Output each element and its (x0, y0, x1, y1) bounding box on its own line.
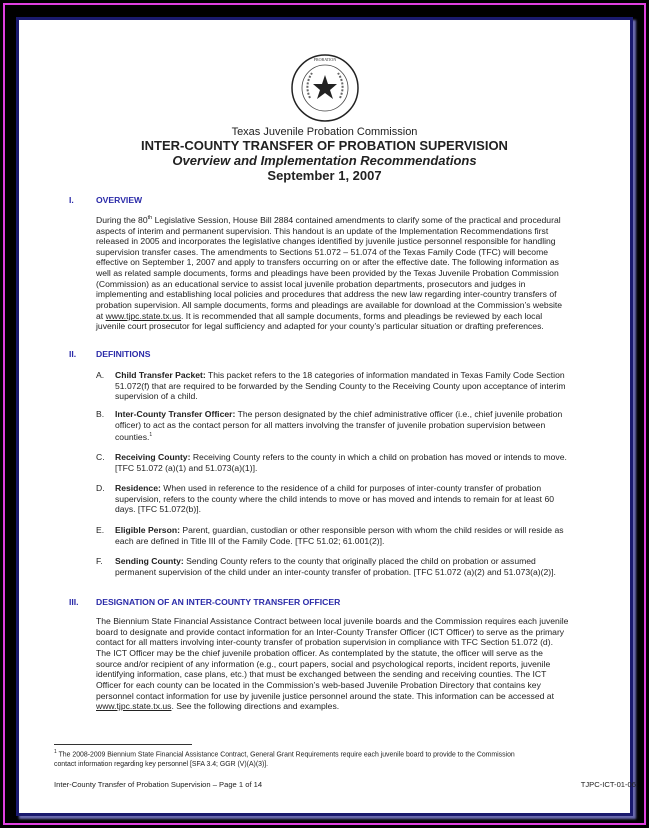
definition-letter: A. (96, 370, 105, 380)
definition-letter: E. (96, 525, 105, 535)
definition-item: B. Inter-County Transfer Officer: The person designated by the chief administrative officer (i.e., chief juvenile probation officer) to act as the contact person for all matters involving the transfer of juvenile probation supervision between counties.$^1$ (96, 409, 563, 443)
definition-term: Sending County: (115, 556, 184, 566)
overview-paragraph: During the 80th Legislative Session, House Bill 2884 contained amendments to clarify some of the practical and procedural aspects of interim and permanent supervision. This handout is an update of the Implementation Recommendations first released in 2005 and incorporates the legislative changes identified by juvenile justice personnel responsible for handling supervision transfer cases. The amendments to Sections 51.072 – 51.074 of the Texas Family Code (TFC) will become effective on September 1, 2007 and apply to transfers occurring on or after the effective date. The following information as well as related sample documents, forms and pleadings have been provided by the Texas Juvenile Probation Commission (Commission) as an educational service to assist local juvenile probation departments, prosecutors and judges in implementing and establishing local policies and procedures that address the new law regarding inter-country transfers of probation supervision. All sample documents, forms and pleadings are available for download at the Commission’s website at www.tjpc.state.tx.us. It is recommended that all sample documents, forms and pleadings be reviewed by each local juvenile court prosecutor for legal sufficiency and adapted for your county’s particular situation or drafting preferences. (96, 214, 563, 332)
section-number: III. (69, 597, 79, 607)
definition-term: Receiving County: (115, 452, 191, 462)
designation-paragraph: The Biennium State Financial Assistance Contract between local juvenile boards and the Commission requires each juvenile board to designate and provide contact information for an Inter-County Transfer Officer (ICT Officer) to serve as the primary contact for all matters involving inter-county transfer of probation supervision in compliance with TFC Section 51.072 (d). The ICT Officer may be the chief juvenile probation officer. As contemplated by the statute, the officer will serve as the source and/or recipient of any information (e.g., court papers, social and psychological reports, incident reports, juvenile identifying information, case plans, etc.) that must be exchanged between the sending and receiving counties. The ICT Officer for each county can be located in the Commission’s web-based Juvenile Probation Directory that contains key personnel contact information for use by juvenile justice personnel around the state. This information can be accessed at www.tjpc.state.tx.us. See the following directions and examples. (96, 616, 569, 712)
section-heading-overview: OVERVIEW (96, 195, 143, 205)
definition-term: Inter-County Transfer Officer: (115, 409, 236, 419)
section-number: II. (69, 349, 77, 359)
definition-item: A. Child Transfer Packet: This packet refers to the 18 categories of information mandated in Texas Family Code Section 51.072(f) that are required to be forwarded by the Sending County to the Receiving County upon acceptance of interim supervision of a child. (96, 370, 566, 402)
footer-doc-id: TJPC-ICT-01-06 (580, 780, 636, 789)
footnote-divider (54, 744, 192, 745)
svg-text:PROBATION: PROBATION (313, 57, 337, 62)
section-number: I. (69, 195, 74, 205)
definition-letter: F. (96, 556, 103, 566)
section-heading-definitions: DEFINITIONS (96, 349, 151, 359)
definition-item: E. Eligible Person: Parent, guardian, custodian or other responsible person with whom the child resides or will reside as each are defined in Title III of the Family Code. [TFC 51.02; 61.001(2)]. (96, 525, 564, 546)
website-link[interactable]: www.tjpc.state.tx.us (105, 310, 182, 321)
document-title: INTER-COUNTY TRANSFER OF PROBATION SUPERVISION (141, 138, 508, 153)
organization-name: Texas Juvenile Probation Commission (231, 126, 418, 138)
definition-letter: B. (96, 409, 105, 419)
definition-term: Eligible Person: (115, 525, 180, 535)
footnote: $^1$ The 2008-2009 Biennium State Financial Assistance Contract, General Grant Requirements require each juvenile board to provide to the Commission contact information regarding key personnel [SFA 3.4; GGR (V)(A)(3)]. (54, 749, 515, 768)
definition-term: Child Transfer Packet: (115, 370, 206, 380)
footer-page-info: Inter-County Transfer of Probation Supervision – Page 1 of 14 (54, 780, 263, 789)
website-link[interactable]: www.tjpc.state.tx.us (96, 701, 172, 712)
document-date: September 1, 2007 (267, 168, 382, 183)
section-heading-designation: DESIGNATION OF AN INTER-COUNTY TRANSFER OFFICER (96, 597, 341, 607)
document-page (16, 17, 636, 816)
footnote-ref[interactable]: 1 (149, 432, 153, 439)
definition-item: C. Receiving County: Receiving County refers to the county in which a child on probation has moved or intends to move. [TFC 51.072 (a)(1) and 51.073(a)(1)]. (96, 452, 567, 473)
definition-letter: D. (96, 483, 105, 493)
document-subtitle: Overview and Implementation Recommendations (172, 153, 477, 168)
definition-item: D. Residence: When used in reference to the residence of a child for purposes of inter-county transfer of probation supervision, refers to the county where the child intends to move or has moved and intends to remain for at least 60 days. [TFC 51.072(b)]. (96, 483, 554, 515)
definition-term: Residence: (115, 483, 161, 493)
commission-seal-icon (290, 53, 360, 123)
definition-letter: C. (96, 452, 105, 462)
definition-item: F. Sending County: Sending County refers to the county that originally placed the child on probation or assumed permanent supervision of the child under an inter-county transfer of probation. [TFC 51.072 (a)(2) and 51.073(a)(2)]. (96, 556, 556, 577)
